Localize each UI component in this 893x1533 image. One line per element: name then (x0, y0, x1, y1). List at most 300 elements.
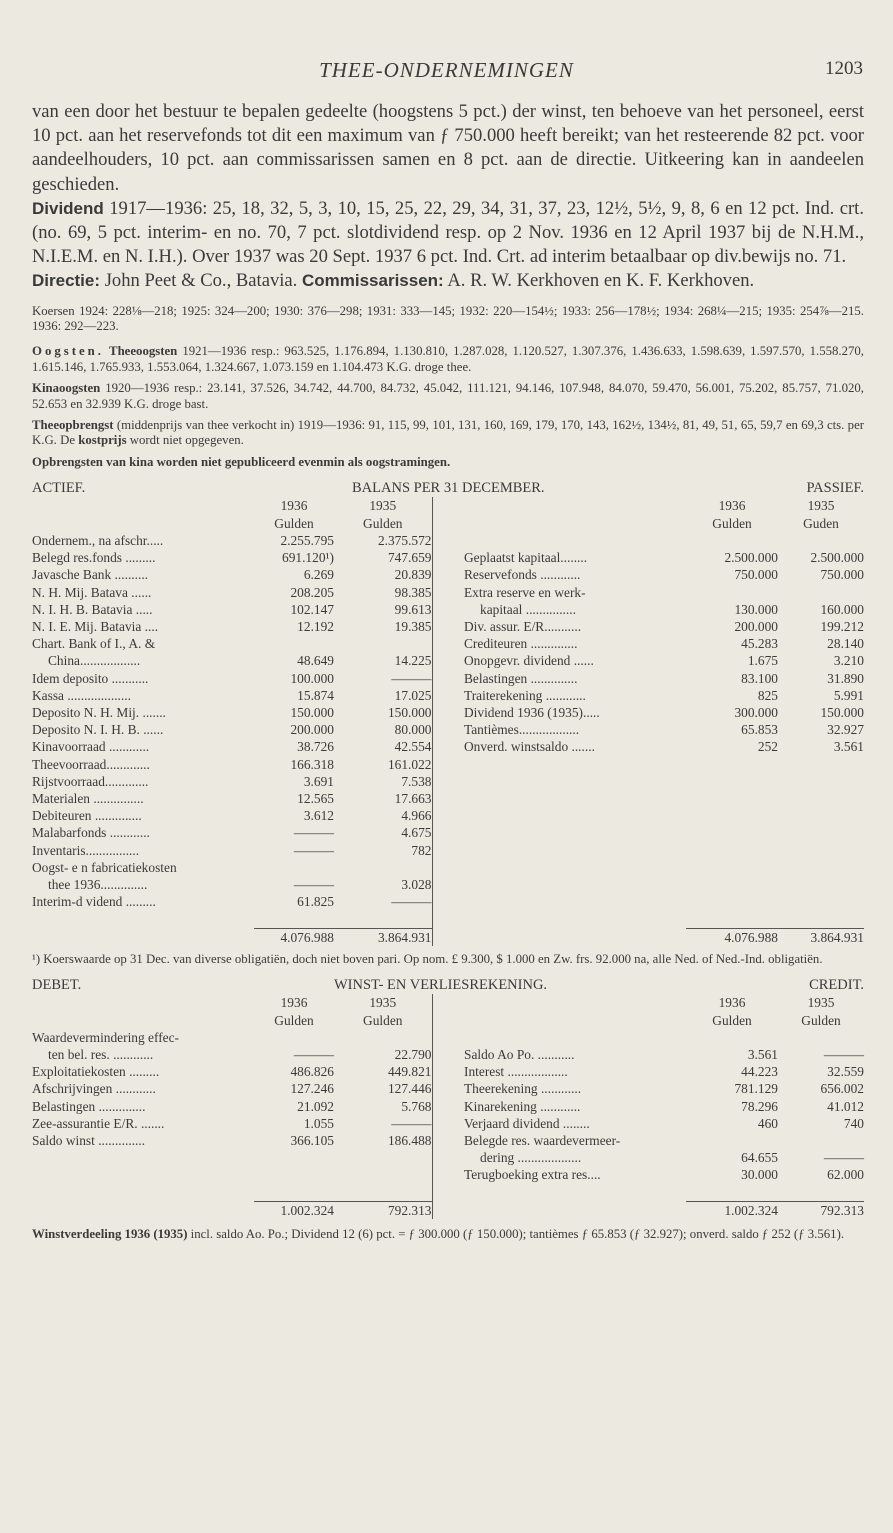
passief-title: PASSIEF. (806, 480, 864, 497)
dividend-label: Dividend (32, 198, 104, 218)
value-1936: ——— (293, 876, 334, 892)
value-1936: 12.192 (297, 618, 334, 634)
balans-row (32, 601, 864, 618)
balans-row (32, 532, 864, 549)
directie-text: John Peet & Co., Batavia. (104, 270, 298, 292)
intro-paragraph: van een door het bestuur te bepalen gedeelte (hoogstens 5 pct.) der winst, ten behoeve van het personeel, eerst 10 pct. aan het reservefonds tot dit een maximum van ƒ 750.000 heeft bereikt; van het resteerende 82 pct. voor aandeelhouders, 10 pct. aan commissarissen samen en 8 pct. aan de directie. Uitkeering kan in aandeelen geschieden. (32, 101, 864, 195)
value-1935: 99.613 (334, 601, 432, 618)
col-currency: Gulden (712, 515, 752, 531)
row-label: Belegde res. waardevermeer- (464, 1132, 621, 1148)
koersen-paragraph (32, 304, 864, 335)
value-1935 (334, 1149, 432, 1166)
value-1935: 150.000 (820, 704, 864, 720)
row-label (464, 824, 686, 841)
value-1935: 2.375.572 (334, 532, 432, 549)
value-1936: 460 (757, 1115, 778, 1131)
passief-total-1935: 3.864.931 (778, 928, 864, 946)
value-1935: 32.559 (827, 1064, 864, 1080)
spacer-cell (432, 1046, 464, 1063)
value-1936: 252 (757, 739, 778, 755)
balans-row (32, 859, 864, 876)
row-label: N. I. E. Mij. Batavia .... (32, 618, 159, 634)
value-1936: 486.826 (290, 1064, 334, 1080)
balans-row (32, 721, 864, 738)
value-1935 (778, 893, 864, 910)
row-label: Crediteuren .............. (464, 636, 578, 652)
row-label: Traiterekening ............ (464, 687, 586, 703)
value-1936 (254, 1149, 334, 1166)
value-1935 (778, 876, 864, 893)
balans-row (32, 635, 864, 652)
oogsten-label: Oogsten. (32, 344, 104, 359)
spacer-cell (432, 704, 464, 721)
value-1936: 2.255.795 (280, 532, 334, 548)
value-1935 (778, 790, 864, 807)
value-1935: 3.210 (833, 653, 864, 669)
value-1935 (778, 773, 864, 790)
value-1935: 17.663 (334, 790, 432, 807)
kina-paragraph (32, 381, 864, 412)
col-currency: Gulden (334, 515, 432, 532)
winstverdeeling-paragraph (32, 1227, 864, 1242)
spacer-cell (432, 1098, 464, 1115)
value-1936: 6.269 (303, 567, 334, 583)
value-1935 (334, 859, 432, 876)
spacer-cell (432, 618, 464, 635)
winstverdeeling-text: incl. saldo Ao. Po.; Dividend 12 (6) pct. = ƒ 300.000 (ƒ 150.000); tantièmes ƒ 65.853 (ƒ 32.927); onverd. saldo ƒ 252 (ƒ 3.561). (190, 1226, 845, 1241)
value-1935 (778, 532, 864, 549)
value-1936: 100.000 (290, 670, 334, 686)
balans-row (32, 618, 864, 635)
value-1936: 750.000 (734, 567, 778, 583)
balans-row (32, 738, 864, 755)
row-label (464, 859, 686, 876)
value-1936: 61.825 (297, 894, 334, 910)
value-1935: 750.000 (820, 567, 864, 583)
value-1936 (686, 807, 778, 824)
debet-total-1936: 1.002.324 (254, 1201, 334, 1219)
debet-total-1935: 792.313 (334, 1201, 432, 1219)
spacer-cell (432, 773, 464, 790)
spacer-cell (432, 1149, 464, 1166)
winst-row (32, 1063, 864, 1080)
row-label: Chart. Bank of I., A. & (32, 636, 156, 652)
value-1936 (686, 532, 778, 549)
row-label: Kinavoorraad ............ (32, 739, 150, 755)
kina-label: Kinaoogsten (32, 381, 101, 396)
kina-note-text: Opbrengsten van kina worden niet gepubliceerd evenmin als oogstramingen. (32, 454, 451, 469)
row-label: Saldo winst .............. (32, 1132, 146, 1148)
spacer-cell (432, 515, 464, 532)
row-label: Ondernem., na afschr..... (32, 532, 164, 548)
value-1936: 200.000 (734, 618, 778, 634)
value-1936: 3.691 (303, 773, 334, 789)
winst-row (32, 1029, 864, 1046)
value-1935: 32.927 (827, 722, 864, 738)
commissarissen-text: A. R. W. Kerkhoven en K. F. Kerkhoven. (447, 270, 755, 292)
col-year: 1936 (280, 498, 308, 514)
balans-row (32, 842, 864, 859)
value-1935 (778, 859, 864, 876)
spacer-cell (432, 652, 464, 669)
balans-title: BALANS PER 31 DECEMBER. (352, 480, 545, 497)
row-label: Afschrijvingen ............ (32, 1081, 156, 1097)
spacer-cell (432, 532, 464, 549)
value-1935 (334, 1166, 432, 1183)
debet-title: DEBET. (32, 977, 82, 994)
value-1935: 449.821 (334, 1063, 432, 1080)
row-label: Belegd res.fonds ......... (32, 550, 156, 566)
actief-total-1936: 4.076.988 (254, 928, 334, 946)
value-1935: 98.385 (334, 584, 432, 601)
value-1936: 45.283 (741, 636, 778, 652)
col-year: 1935 (334, 994, 432, 1011)
row-label: Onopgevr. dividend ...... (464, 653, 594, 669)
page-header (30, 58, 863, 88)
value-1935: 740 (843, 1115, 864, 1131)
value-1936: 48.649 (297, 653, 334, 669)
row-label: Javasche Bank .......... (32, 567, 149, 583)
spacer-cell (432, 584, 464, 601)
balans-row (32, 876, 864, 893)
spacer-cell (432, 756, 464, 773)
value-1935: 17.025 (334, 687, 432, 704)
actief-total-1935: 3.864.931 (334, 928, 432, 946)
row-label: Theerekening ............ (464, 1081, 582, 1097)
value-1935: 656.002 (820, 1081, 864, 1097)
winstverdeeling-label: Winstverdeeling 1936 (1935) (32, 1226, 188, 1241)
value-1936 (686, 893, 778, 910)
value-1936: 21.092 (297, 1098, 334, 1114)
value-1936: 166.318 (290, 756, 334, 772)
balans-row (32, 773, 864, 790)
value-1936 (686, 790, 778, 807)
spacer-cell (432, 738, 464, 755)
row-label: Terugboeking extra res.... (464, 1167, 601, 1183)
value-1936: 83.100 (741, 670, 778, 686)
row-label: Verjaard dividend ........ (464, 1115, 590, 1131)
credit-total-1936: 1.002.324 (686, 1201, 778, 1219)
dividend-text: 1917—1936: 25, 18, 32, 5, 3, 10, 15, 25, 22, 29, 34, 31, 37, 23, 12½, 5½, 9, 8, 6 en 12 pct. Ind. crt. (no. 69, 5 pct. interim- en no. 70, 7 pct. slotdividend resp. op 2 Nov. 1936 en 12 April 1937 bij de N.H.M., N.I.E.M. en N. I.H.). Over 1937 was 20 Sept. 1937 6 pct. Ind. Crt. ad interim betaalbaar op div.bewijs no. 71. (32, 197, 864, 268)
value-1935: ——— (823, 1150, 864, 1166)
row-label: Belastingen .............. (32, 1098, 146, 1114)
value-1936: 3.561 (747, 1046, 778, 1062)
row-label: Debiteuren .............. (32, 808, 142, 824)
value-1936: 2.500.000 (724, 550, 778, 566)
value-1936: ——— (293, 825, 334, 841)
value-1935: 747.659 (334, 549, 432, 566)
value-1936: ——— (293, 1046, 334, 1062)
row-label: Reservefonds ............ (464, 567, 581, 583)
value-1936 (686, 859, 778, 876)
col-currency: Gulden (334, 1012, 432, 1029)
col-currency: Gulden (712, 1012, 752, 1028)
value-1936: 1.055 (303, 1115, 334, 1131)
balans-row (32, 704, 864, 721)
winst-row (32, 1115, 864, 1132)
col-year: 1935 (334, 497, 432, 514)
row-label: Waardevermindering effec- (32, 1029, 180, 1045)
spacer-cell (432, 1132, 464, 1149)
row-label: kapitaal ............... (480, 601, 576, 617)
value-1935 (778, 1029, 864, 1046)
value-1936: 366.105 (290, 1132, 334, 1148)
value-1935: 20.839 (334, 566, 432, 583)
balans-row (32, 756, 864, 773)
spacer-cell (432, 549, 464, 566)
value-1936: 102.147 (290, 601, 334, 617)
value-1936 (686, 1029, 778, 1046)
value-1935: 150.000 (334, 704, 432, 721)
spacer-cell (432, 1080, 464, 1097)
row-label (464, 842, 686, 859)
value-1935: 199.212 (820, 618, 864, 634)
spacer-cell (432, 687, 464, 704)
value-1936: 825 (757, 687, 778, 703)
winst-row (32, 1166, 864, 1183)
row-label: Dividend 1936 (1935)..... (464, 704, 600, 720)
col-currency: Gulden (274, 515, 314, 531)
col-currency: Gulden (274, 1012, 314, 1028)
oogsten-paragraph (32, 344, 864, 375)
spacer-cell (432, 1166, 464, 1183)
row-label (464, 876, 686, 893)
profit-loss-statement (32, 977, 864, 1219)
value-1936: 130.000 (734, 601, 778, 617)
actief-title: ACTIEF. (32, 480, 86, 497)
balans-row (32, 893, 864, 910)
value-1935 (334, 1029, 432, 1046)
row-label: Saldo Ao Po. ........... (464, 1046, 575, 1062)
value-1935: ——— (334, 893, 432, 910)
credit-total-1935: 792.313 (778, 1201, 864, 1219)
value-1936: 127.246 (290, 1081, 334, 1097)
value-1935: ——— (334, 1115, 432, 1132)
koersen-text: 1924: 228⅛—218; 1925: 324—200; 1930: 376—298; 1931: 333—145; 1932: 220—154½; 1933: 256—178½; 1934: 268¼—215; 1935: 254⅞—215. 1936: 292—223. (32, 303, 864, 334)
col-year: 1935 (807, 995, 835, 1011)
value-1935: 14.225 (334, 652, 432, 669)
value-1935: ——— (823, 1046, 864, 1062)
row-label: Oogst- e n fabricatiekosten (32, 859, 177, 875)
value-1936: 64.655 (741, 1150, 778, 1166)
value-1935: 2.500.000 (810, 550, 864, 566)
value-1935: 127.446 (334, 1080, 432, 1097)
value-1935: 80.000 (334, 721, 432, 738)
row-label: N. I. H. B. Batavia ..... (32, 601, 153, 617)
value-1936 (254, 859, 334, 876)
row-label: Geplaatst kapitaal........ (464, 550, 588, 566)
value-1936: 300.000 (734, 704, 778, 720)
spacer-cell (432, 1115, 464, 1132)
value-1935: 3.561 (833, 739, 864, 755)
row-label: Interim-d vidend ......... (32, 894, 156, 910)
value-1935: 7.538 (334, 773, 432, 790)
spacer-cell (432, 842, 464, 859)
row-label (464, 807, 686, 824)
row-label: ten bel. res. ............ (48, 1046, 154, 1062)
spacer-cell (432, 790, 464, 807)
value-1936 (254, 1166, 334, 1183)
directie-label: Directie: (32, 271, 101, 291)
col-year: 1935 (807, 498, 835, 514)
spacer-cell (32, 515, 254, 532)
value-1936: 65.853 (741, 722, 778, 738)
balans-row (32, 670, 864, 687)
col-year: 1936 (718, 995, 746, 1011)
kostprijs-label: kostprijs (78, 433, 127, 448)
spacer-cell (432, 635, 464, 652)
row-label (464, 893, 686, 910)
balans-row (32, 807, 864, 824)
row-label: Exploitatiekosten ......... (32, 1064, 160, 1080)
value-1935: 22.790 (334, 1046, 432, 1063)
value-1935: 28.140 (827, 636, 864, 652)
running-title: THEE-ONDERNEMINGEN (319, 58, 574, 82)
winst-row (32, 1132, 864, 1149)
value-1936: 781.129 (734, 1081, 778, 1097)
kina-text: 1920—1936 resp.: 23.141, 37.526, 34.742, 44.700, 84.732, 45.042, 111.121, 94.146, 107.948, 84.070, 59.470, 56.001, 75.202, 85.757, 71.020, 52.653 en 32.939 K.G. droge bast. (32, 381, 865, 411)
row-label: Inventaris................ (32, 842, 140, 858)
value-1936: 15.874 (297, 687, 334, 703)
theeopbrengst-text-b: wordt niet opgegeven. (129, 433, 244, 448)
value-1935 (778, 807, 864, 824)
value-1935: 4.675 (334, 824, 432, 841)
passief-total-1936: 4.076.988 (686, 928, 778, 946)
spacer-cell (432, 893, 464, 910)
row-label: Interest .................. (464, 1064, 568, 1080)
theeopbrengst-text-a: (middenprijs van thee verkocht in) 1919—1936: 91, 115, 99, 101, 131, 160, 169, 179, 170, 143, 162½, 134½, 81, 49, 51, 65, 59,7 en 69,3 cts. per K.G. De (32, 418, 865, 448)
winst-title: WINST- EN VERLIESREKENING. (334, 977, 548, 994)
row-label (32, 1149, 254, 1166)
value-1936: ——— (293, 842, 334, 858)
value-1936: 12.565 (297, 790, 334, 806)
value-1935: 4.966 (334, 807, 432, 824)
value-1936 (254, 635, 334, 652)
spacer-cell (432, 566, 464, 583)
value-1935: 5.991 (833, 687, 864, 703)
row-label: Deposito N. I. H. B. ...... (32, 722, 164, 738)
row-label: Belastingen .............. (464, 670, 578, 686)
value-1935 (778, 1132, 864, 1149)
balans-row (32, 652, 864, 669)
spacer-cell (432, 859, 464, 876)
value-1935: 160.000 (820, 601, 864, 617)
page-body (32, 100, 864, 1242)
value-1936: 208.205 (290, 584, 334, 600)
balans-row (32, 584, 864, 601)
value-1935: ——— (334, 670, 432, 687)
row-label: Rijstvoorraad............. (32, 773, 149, 789)
value-1936 (686, 773, 778, 790)
value-1936 (686, 1132, 778, 1149)
value-1935: 31.890 (827, 670, 864, 686)
value-1935 (334, 635, 432, 652)
row-label: Idem deposito ........... (32, 670, 149, 686)
row-label (464, 756, 686, 773)
theeopbrengst-paragraph (32, 418, 864, 449)
row-label: Malabarfonds ............ (32, 825, 150, 841)
spacer-cell (432, 1063, 464, 1080)
row-label (464, 532, 686, 549)
balans-row (32, 515, 864, 532)
value-1936 (686, 756, 778, 773)
value-1936 (686, 584, 778, 601)
dividend-paragraph (32, 197, 864, 270)
row-label: thee 1936.............. (48, 876, 148, 892)
value-1935: 161.022 (334, 756, 432, 773)
value-1935 (778, 824, 864, 841)
value-1935 (778, 842, 864, 859)
row-label (32, 1166, 254, 1183)
theeopbrengst-label: Theeopbrengst (32, 418, 114, 433)
value-1936 (686, 876, 778, 893)
col-year: 1936 (280, 995, 308, 1011)
page-number: 1203 (825, 58, 863, 79)
winst-row (32, 1046, 864, 1063)
balance-sheet (32, 480, 864, 945)
col-currency: Gulden (801, 1012, 841, 1028)
spacer-cell (432, 1029, 464, 1046)
oogsten-text: 1921—1936 resp.: 963.525, 1.176.894, 1.130.810, 1.287.028, 1.120.527, 1.307.376, 1.436.633, 1.598.639, 1.597.570, 1.558.270, 1.615.146, 1.765.933, 1.553.064, 1.324.667, 1.073.159 en 1.104.473 K.G. droge thee. (32, 344, 864, 374)
spacer-cell (432, 876, 464, 893)
row-label: Tantièmes.................. (464, 722, 580, 738)
row-label (464, 790, 686, 807)
koersen-label: Koersen (32, 303, 75, 318)
value-1935: 19.385 (334, 618, 432, 635)
value-1936 (686, 842, 778, 859)
row-label: N. H. Mij. Batava ...... (32, 584, 152, 600)
credit-title: CREDIT. (809, 977, 864, 994)
value-1936: 78.296 (741, 1098, 778, 1114)
balans-row (32, 549, 864, 566)
value-1936: 38.726 (297, 739, 334, 755)
spacer-cell (432, 721, 464, 738)
value-1935: 42.554 (334, 738, 432, 755)
row-label (464, 1029, 686, 1046)
row-label: dering ................... (480, 1150, 582, 1166)
row-label: Div. assur. E/R........... (464, 618, 582, 634)
value-1936: 1.675 (747, 653, 778, 669)
value-1935: 782 (334, 842, 432, 859)
row-label: Materialen ............... (32, 790, 144, 806)
balans-row (32, 687, 864, 704)
value-1935: 5.768 (334, 1098, 432, 1115)
balans-footnote: ¹) Koerswaarde op 31 Dec. van diverse obligatiën, doch niet boven pari. Op nom. £ 9.300, $ 1.000 en Zw. frs. 92.000 na, alle Ned. of Ned.-Ind. obligatiën. (32, 951, 823, 966)
value-1935 (778, 584, 864, 601)
value-1936: 691.120¹) (282, 550, 334, 566)
col-currency: Guden (803, 515, 839, 531)
value-1936 (254, 1029, 334, 1046)
value-1936: 44.223 (741, 1064, 778, 1080)
value-1935: 41.012 (827, 1098, 864, 1114)
spacer-cell (432, 824, 464, 841)
row-label: Deposito N. H. Mij. ....... (32, 704, 166, 720)
row-label: Theevoorraad............. (32, 756, 150, 772)
value-1936: 150.000 (290, 704, 334, 720)
col-year: 1936 (718, 498, 746, 514)
row-label: Zee-assurantie E/R. ....... (32, 1115, 165, 1131)
row-label: Kassa ................... (32, 687, 131, 703)
balans-row (32, 790, 864, 807)
row-label: Extra reserve en werk- (464, 584, 586, 600)
value-1936 (686, 824, 778, 841)
value-1936: 200.000 (290, 722, 334, 738)
row-label: Onverd. winstsaldo ....... (464, 739, 595, 755)
winst-row (32, 1149, 864, 1166)
spacer-cell (432, 601, 464, 618)
commissarissen-label: Commissarissen: (301, 271, 444, 291)
value-1936: 30.000 (741, 1167, 778, 1183)
